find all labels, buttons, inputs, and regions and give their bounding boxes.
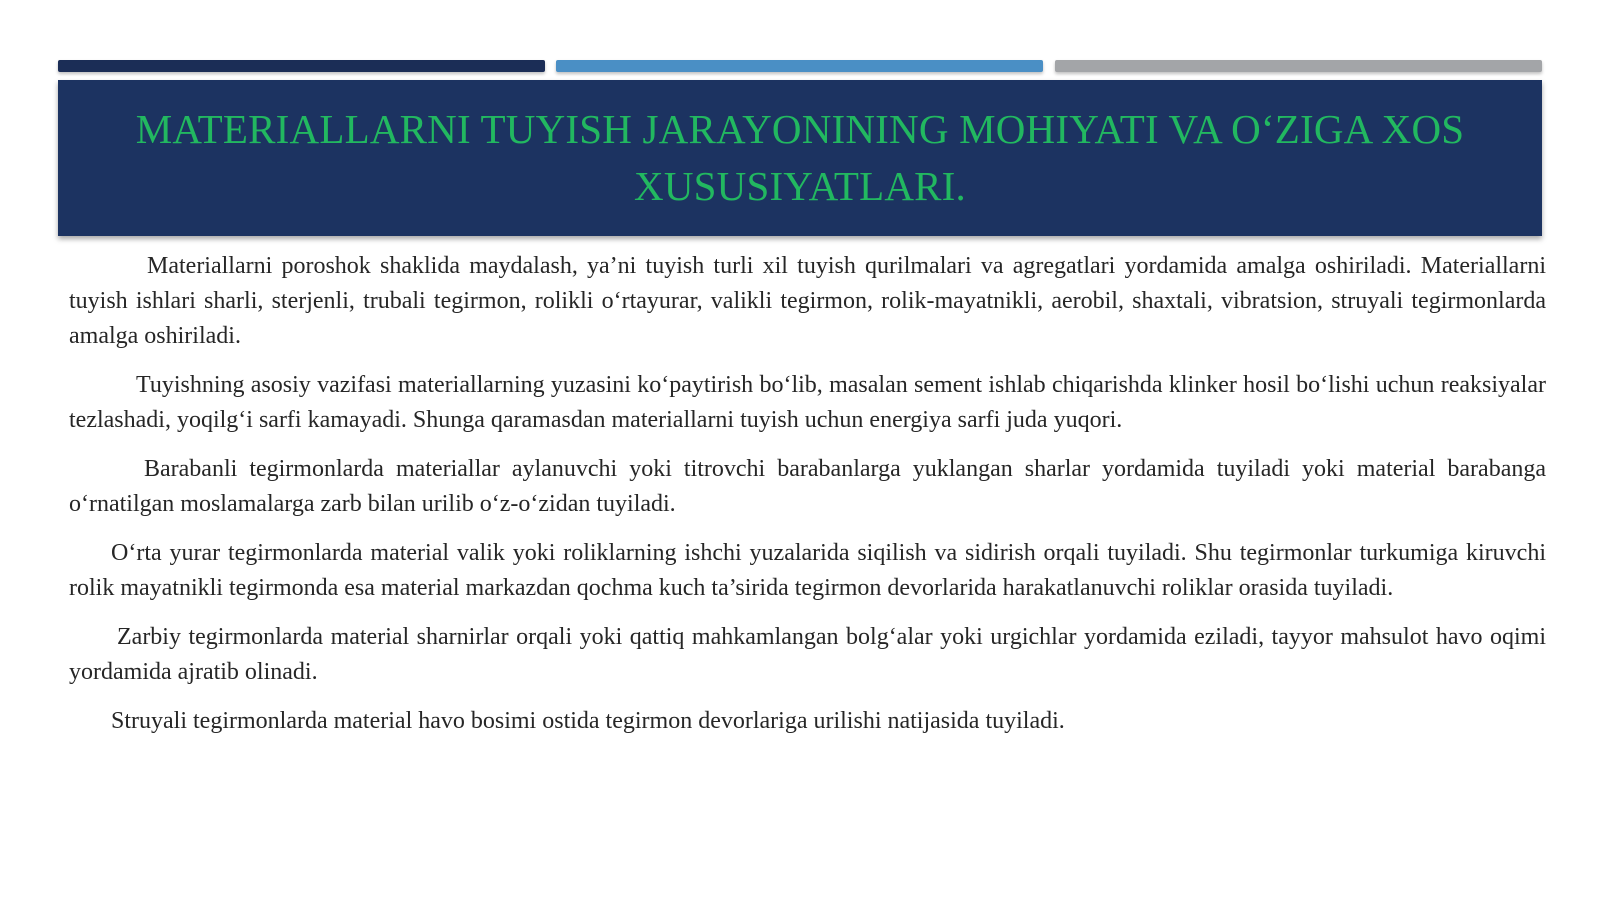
body-paragraph-4: O‘rta yurar tegirmonlarda material valik yoki roliklarning ishchi yuzalarida siqilish va sidirish orqali tuyiladi. Shu tegirmonlar turkumiga kiruvchi rolik mayatnikli tegirmonda esa material markazdan qochma kuch ta’sirida tegirmon devorlarida harakatlanuvchi roliklar orasida tuyiladi.: [69, 540, 1546, 601]
decorative-top-bars: [58, 60, 1542, 74]
slide-title: MATERIALLARNI TUYISH JARAYONINING MOHIYATI VA O‘ZIGA XOS XUSUSIYATLARI.: [135, 106, 1465, 209]
top-bar-gray: [1055, 60, 1542, 72]
body-paragraph-6: Struyali tegirmonlarda material havo bosimi ostida tegirmon devorlariga urilishi natijasida tuyiladi.: [111, 708, 1065, 734]
slide-body: [69, 249, 1546, 753]
slide-title-banner: [58, 80, 1542, 236]
top-bar-blue: [556, 60, 1043, 72]
top-bar-dark-navy: [58, 60, 545, 72]
body-paragraph-1: Materiallarni poroshok shaklida maydalash, ya’ni tuyish turli xil tuyish qurilmalari va agregatlari yordamida amalga oshiriladi. Materiallarni tuyish ishlari sharli, sterjenli, trubali tegirmon, rolikli o‘rtayurar, valikli tegirmon, rolik-mayatnikli, aerobil, shaxtali, vibratsion, struyali tegirmonlarda amalga oshiriladi.: [69, 253, 1546, 349]
body-paragraph-5: Zarbiy tegirmonlarda material sharnirlar orqali yoki qattiq mahkamlangan bolg‘alar yoki urgichlar yordamida eziladi, tayyor mahsulot havo oqimi yordamida ajratib olinadi.: [69, 624, 1546, 685]
body-paragraph-2: Tuyishning asosiy vazifasi materiallarning yuzasini ko‘paytirish bo‘lib, masalan sement ishlab chiqarishda klinker hosil bo‘lishi uchun reaksiyalar tezlashadi, yoqilg‘i sarfi kamayadi. Shunga qaramasdan materiallarni tuyish uchun energiya sarfi juda yuqori.: [69, 372, 1546, 433]
body-paragraph-3: Barabanli tegirmonlarda materiallar aylanuvchi yoki titrovchi barabanlarga yuklangan sharlar yordamida tuyiladi yoki material barabanga o‘rnatilgan moslamalarga zarb bilan urilib o‘z-o‘zidan tuyiladi.: [69, 456, 1546, 517]
